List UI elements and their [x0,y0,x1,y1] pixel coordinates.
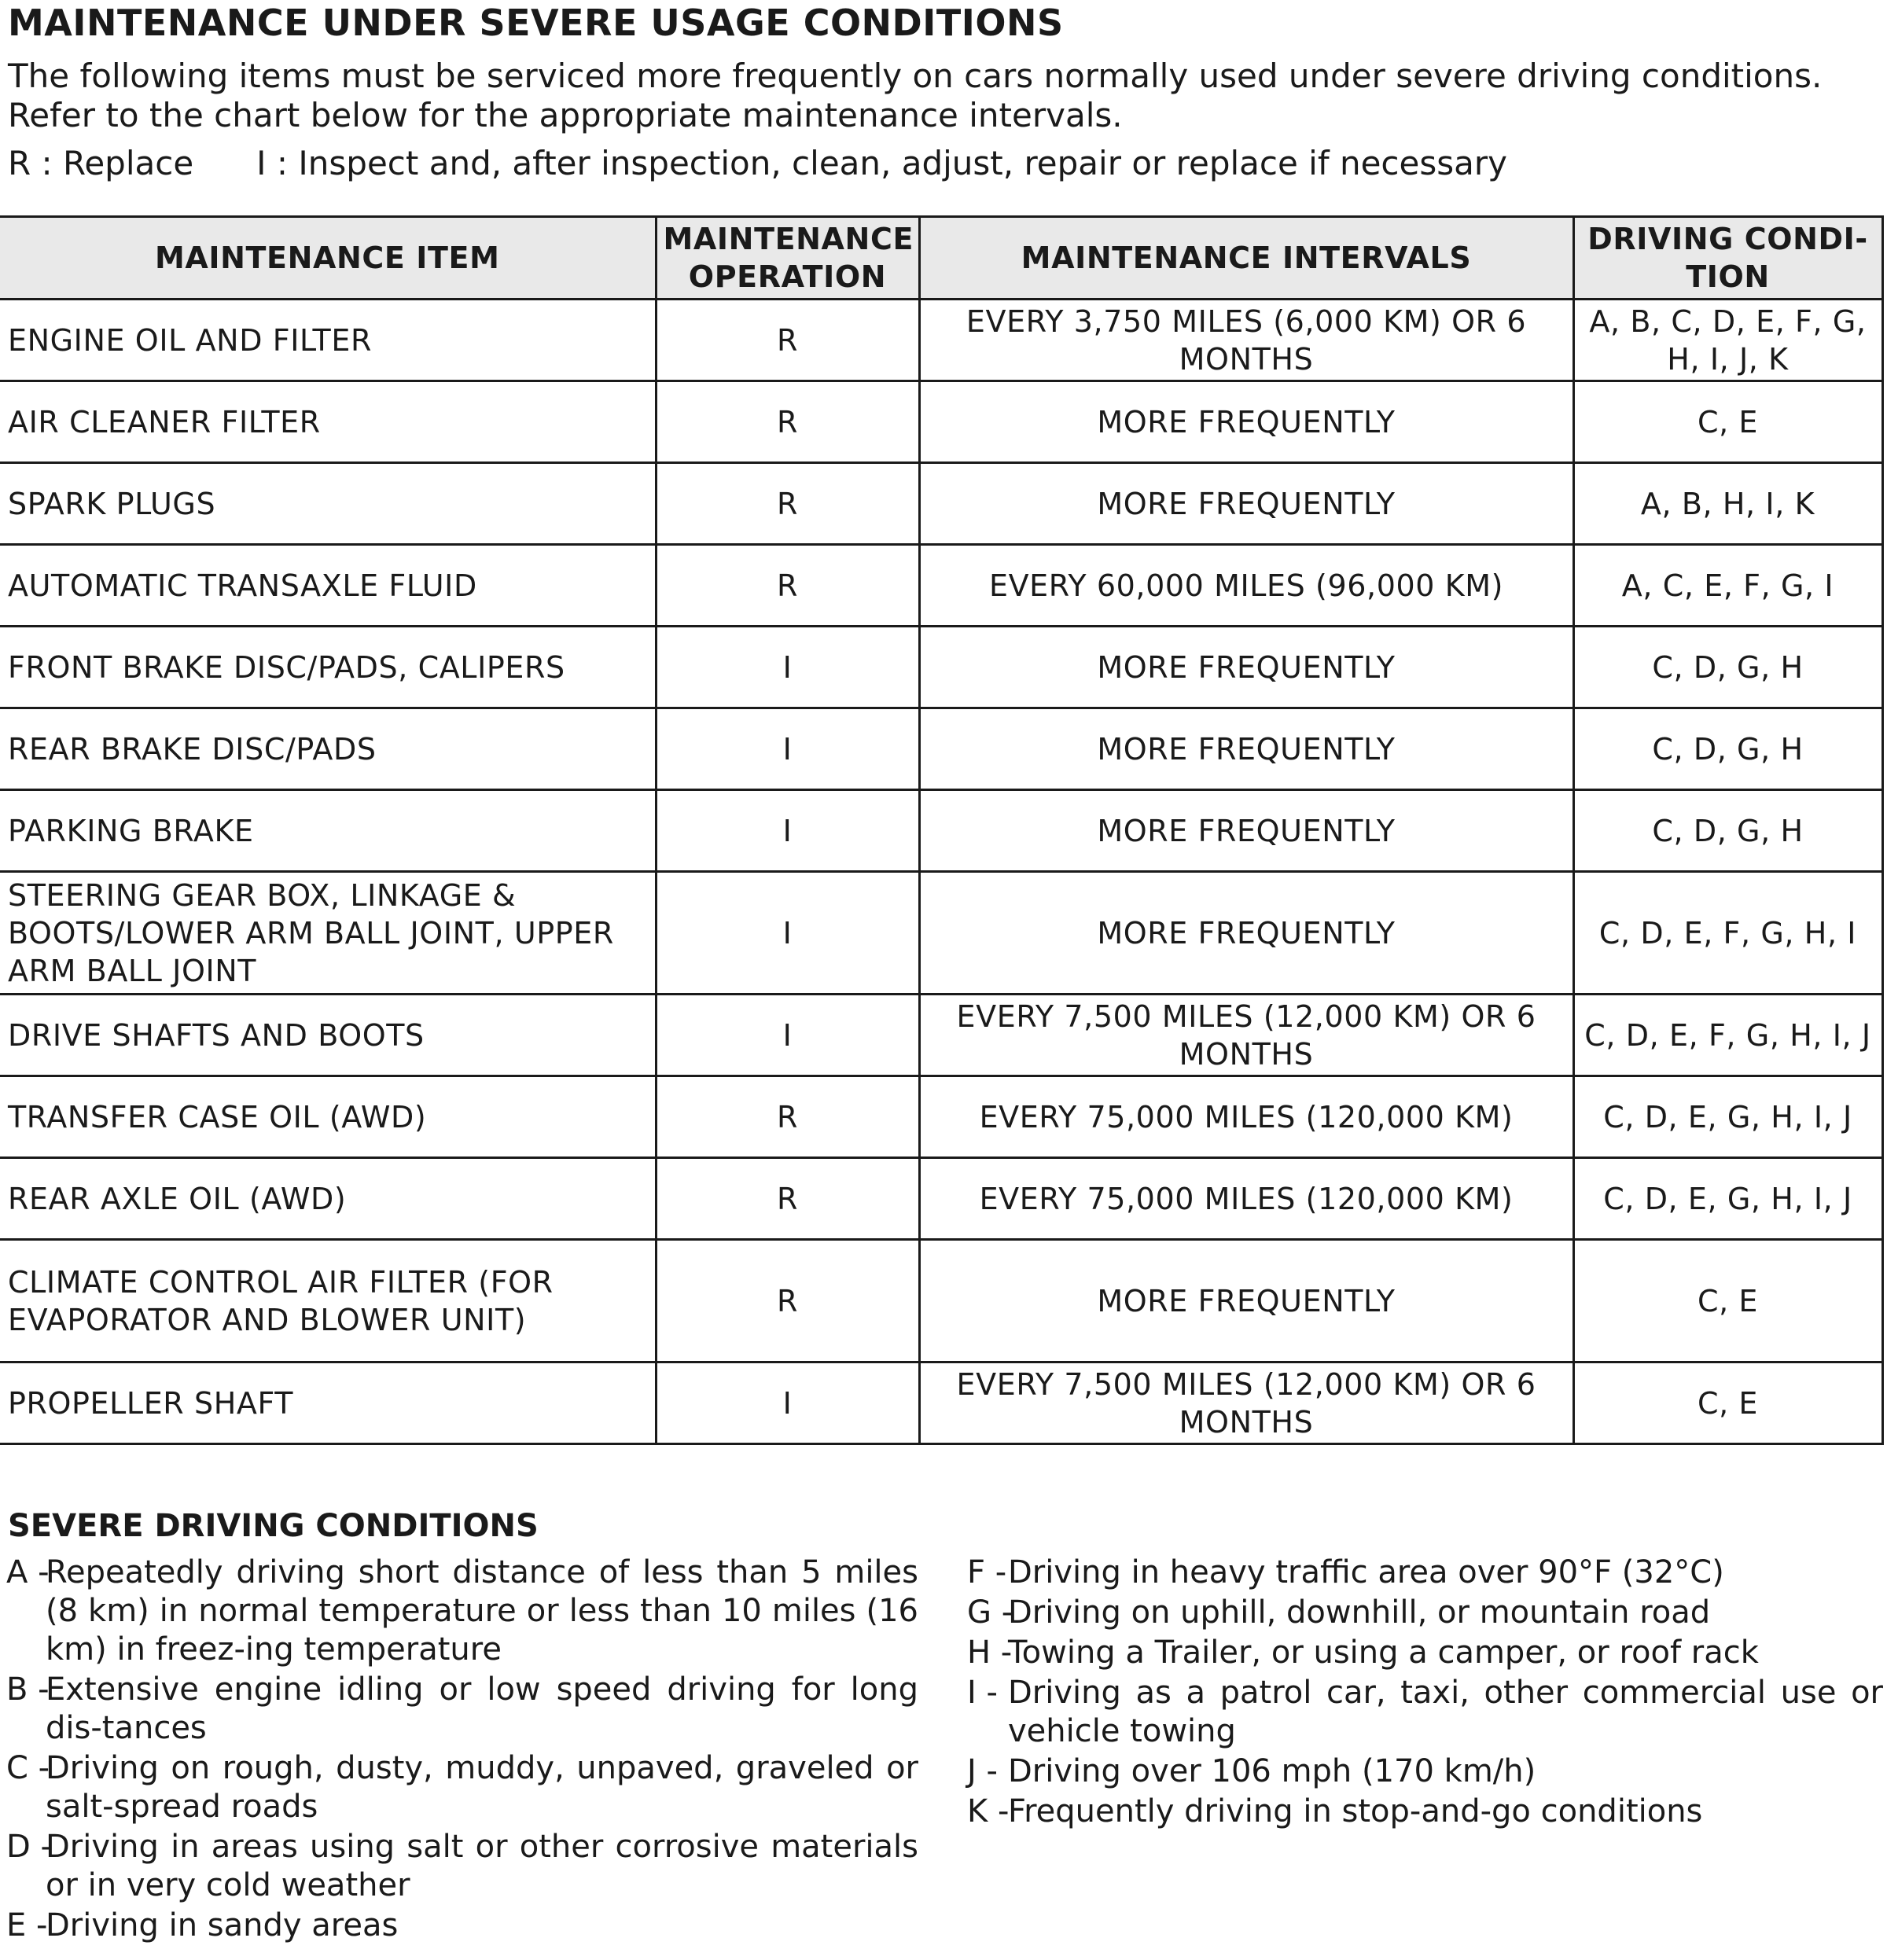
condition-cell: C, D, E, F, G, H, I, J [1573,995,1882,1076]
item-cell: STEERING GEAR BOX, LINKAGE & BOOTS/LOWER ARM BALL JOINT, UPPER ARM BALL JOINT [0,872,656,995]
operation-cell: R [656,1240,919,1362]
interval-cell: MORE FREQUENTLY [919,872,1573,995]
interval-cell: EVERY 60,000 MILES (96,000 KM) [919,545,1573,627]
interval-cell: EVERY 7,500 MILES (12,000 KM) OR 6 MONTHS [919,1362,1573,1444]
condition-cell: A, C, E, F, G, I [1573,545,1882,627]
table-row [0,1240,1882,1362]
condition-text: Driving on rough, dusty, muddy, unpaved, graveled or salt-spread roads [46,1750,918,1825]
item-cell: AIR CLEANER FILTER [0,381,656,463]
operation-cell: R [656,1076,919,1158]
table-row [0,627,1882,708]
table-row [0,545,1882,627]
condition-text: Frequently driving in stop-and-go conditions [1008,1793,1703,1829]
item-cell: CLIMATE CONTROL AIR FILTER (FOR EVAPORATOR AND BLOWER UNIT) [0,1240,656,1362]
condition-cell: C, D, G, H [1573,627,1882,708]
condition-cell: C, E [1573,1240,1882,1362]
table-row [0,1076,1882,1158]
interval-cell: MORE FREQUENTLY [919,627,1573,708]
condition-letter: K - [967,1793,1010,1829]
condition-item [6,1554,918,1669]
condition-item [967,1594,1883,1632]
condition-cell: A, B, H, I, K [1573,463,1882,545]
intro-paragraph: The following items must be serviced more frequently on cars normally used under severe driving conditions. Refer to the chart below for the appropriate maintenance intervals. [8,57,1823,134]
operation-cell: I [656,627,919,708]
condition-cell: A, B, C, D, E, F, G, H, I, J, K [1573,300,1882,381]
operation-cell: I [656,708,919,790]
operation-cell: R [656,545,919,627]
interval-cell: EVERY 75,000 MILES (120,000 KM) [919,1076,1573,1158]
operation-cell: I [656,790,919,872]
item-cell: AUTOMATIC TRANSAXLE FLUID [0,545,656,627]
condition-cell: C, D, G, H [1573,708,1882,790]
table-row [0,1362,1882,1444]
condition-text: Driving over 106 mph (170 km/h) [1008,1753,1536,1789]
operation-cell: R [656,463,919,545]
condition-text: Driving in areas using salt or other corrosive materials or in very cold weather [46,1829,918,1903]
table-header-row [0,217,1882,300]
condition-text: Extensive engine idling or low speed driving for long dis-tances [46,1671,918,1746]
item-cell: SPARK PLUGS [0,463,656,545]
table-row [0,1158,1882,1240]
condition-item [6,1749,918,1826]
header-maintenance-intervals: MAINTENANCE INTERVALS [919,217,1573,300]
condition-letter: A - [6,1554,50,1590]
item-cell: REAR AXLE OIL (AWD) [0,1158,656,1240]
condition-item [967,1674,1883,1751]
condition-letter: D - [6,1829,52,1865]
interval-cell: MORE FREQUENTLY [919,708,1573,790]
operation-cell: I [656,872,919,995]
condition-item [6,1671,918,1748]
table-row [0,300,1882,381]
interval-cell: MORE FREQUENTLY [919,463,1573,545]
legend-inspect: I : Inspect and, after inspection, clean, adjust, repair or replace if necessary [256,144,1507,182]
header-maintenance-item: MAINTENANCE ITEM [0,217,656,300]
condition-letter: E - [6,1907,48,1943]
condition-cell: C, E [1573,1362,1882,1444]
table-row [0,463,1882,545]
item-cell: PARKING BRAKE [0,790,656,872]
condition-text: Driving in heavy traffic area over 90°F (32°C) [1008,1554,1724,1590]
condition-cell: C, D, G, H [1573,790,1882,872]
condition-letter: G - [967,1594,1013,1631]
condition-text: Driving as a patrol car, taxi, other commercial use or vehicle towing [1008,1675,1883,1749]
condition-text: Driving on uphill, downhill, or mountain road [1008,1594,1711,1631]
item-cell: FRONT BRAKE DISC/PADS, CALIPERS [0,627,656,708]
interval-cell: MORE FREQUENTLY [919,790,1573,872]
table-row [0,381,1882,463]
legend-replace: R : Replace [8,144,194,182]
severe-conditions-title: SEVERE DRIVING CONDITIONS [8,1508,539,1544]
condition-cell: C, D, E, G, H, I, J [1573,1076,1882,1158]
condition-letter: H - [967,1635,1013,1671]
conditions-right-column [967,1554,1883,1833]
maintenance-table [0,215,1884,1445]
operation-cell: I [656,995,919,1076]
header-maintenance-operation: MAINTENANCE OPERATION [656,217,919,300]
condition-text: Driving in sandy areas [46,1907,399,1943]
header-driving-condition: DRIVING CONDI-TION [1573,217,1882,300]
operation-cell: R [656,1158,919,1240]
item-cell: DRIVE SHAFTS AND BOOTS [0,995,656,1076]
table-row [0,872,1882,995]
table-row [0,790,1882,872]
condition-letter: C - [6,1750,50,1786]
condition-letter: I - [967,1675,998,1711]
condition-cell: C, E [1573,381,1882,463]
condition-text: Repeatedly driving short distance of less than 5 miles (8 km) in normal temperature or less than 10 miles (16 km) in freez-ing temperature [46,1554,918,1668]
condition-item [967,1752,1883,1791]
interval-cell: EVERY 75,000 MILES (120,000 KM) [919,1158,1573,1240]
operation-cell: R [656,300,919,381]
condition-item [6,1828,918,1905]
conditions-left-column [6,1554,918,1947]
item-cell: PROPELLER SHAFT [0,1362,656,1444]
operation-cell: R [656,381,919,463]
item-cell: TRANSFER CASE OIL (AWD) [0,1076,656,1158]
operation-cell: I [656,1362,919,1444]
condition-letter: J - [967,1753,998,1789]
interval-cell: MORE FREQUENTLY [919,381,1573,463]
interval-cell: EVERY 7,500 MILES (12,000 KM) OR 6 MONTHS [919,995,1573,1076]
condition-text: Towing a Trailer, or using a camper, or roof rack [1008,1635,1759,1671]
condition-letter: F - [967,1554,1007,1590]
condition-item [967,1554,1883,1592]
item-cell: REAR BRAKE DISC/PADS [0,708,656,790]
condition-item [6,1907,918,1945]
table-row [0,995,1882,1076]
condition-cell: C, D, E, F, G, H, I [1573,872,1882,995]
interval-cell: EVERY 3,750 MILES (6,000 KM) OR 6 MONTHS [919,300,1573,381]
condition-cell: C, D, E, G, H, I, J [1573,1158,1882,1240]
condition-letter: B - [6,1671,50,1708]
page-title: MAINTENANCE UNDER SEVERE USAGE CONDITIONS [8,2,1064,44]
condition-item [967,1793,1883,1831]
item-cell: ENGINE OIL AND FILTER [0,300,656,381]
table-row [0,708,1882,790]
condition-item [967,1634,1883,1672]
interval-cell: MORE FREQUENTLY [919,1240,1573,1362]
operation-legend [8,144,1507,183]
